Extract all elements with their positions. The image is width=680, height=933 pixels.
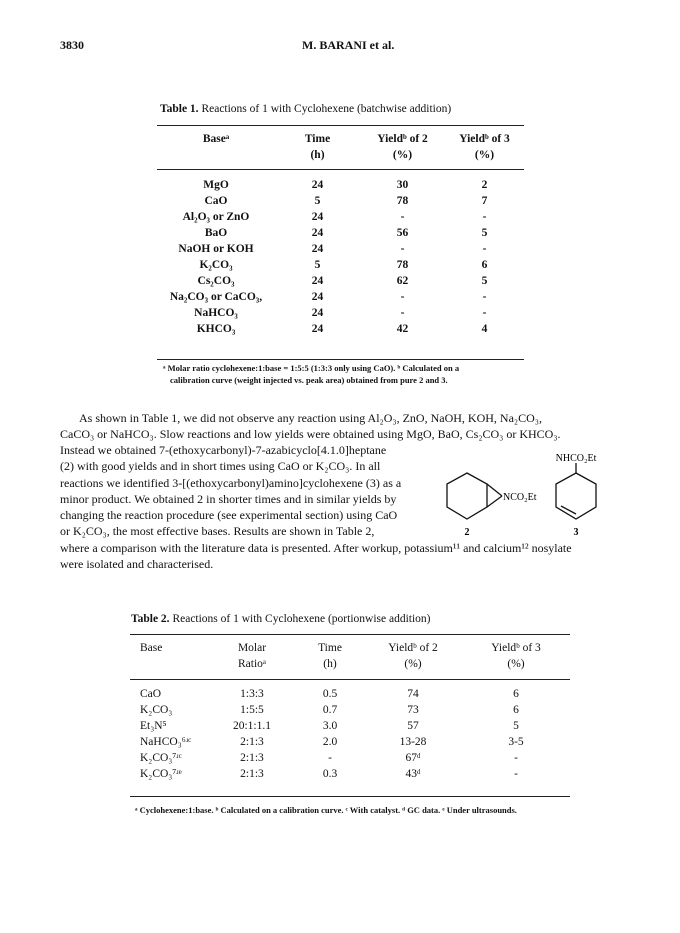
table-cell-base: NaHCO₃ xyxy=(194,307,238,319)
table-row xyxy=(157,209,524,225)
table1-bottom-rule xyxy=(157,359,524,360)
table2-unit-cell: (%) xyxy=(404,658,422,670)
paragraph-line: CaCO₃ or NaHCO₃. Slow reactions and low yields were obtained using MgO, BaO, Cs₂CO₃ or KHCO₃. xyxy=(60,427,561,441)
table1-mid-rule xyxy=(157,169,524,170)
table-cell-value: - xyxy=(514,752,518,764)
paragraph-line: where a comparison with the literature data is presented. After workup, potassium¹¹ and calcium¹² nosylate xyxy=(60,541,572,555)
table-cell-value: 0.5 xyxy=(322,688,338,700)
table2-footnote: ᵃ Cyclohexene:1:base. ᵇ Calculated on a calibration curve. ᶜ With catalyst. ᵈ GC data. ᵉ Under ultrasounds. xyxy=(135,805,517,815)
table-cell-value: 4 xyxy=(481,323,488,335)
table-cell-base: NaOH or KOH xyxy=(178,243,254,255)
table-cell-base: K₂CO₃⁷ʴᵉ xyxy=(140,768,182,780)
table-cell-value: - xyxy=(514,768,518,780)
structure-3-label: 3 xyxy=(573,527,579,538)
table2-body xyxy=(130,686,570,782)
table-cell-value: 24 xyxy=(311,323,324,335)
paragraph-line: or K₂CO₃, the most effective bases. Results are shown in Table 2, xyxy=(60,524,375,538)
table-row xyxy=(130,734,570,750)
table-cell-base: Et₃N⁵ xyxy=(140,720,167,732)
table-cell-base: CaO xyxy=(140,688,162,700)
running-head: M. BARANI et al. xyxy=(302,38,395,52)
table2-unit-cell xyxy=(130,656,208,672)
table2-header xyxy=(130,640,570,672)
table-cell-value: 7 xyxy=(481,195,488,207)
table-cell-value: 6 xyxy=(481,259,488,271)
aziridine-structure-2 xyxy=(447,473,502,519)
table1-unit-cell: (%) xyxy=(474,149,495,161)
table1-unit-cell: (h) xyxy=(310,149,325,161)
table-cell-value: 2.0 xyxy=(322,736,338,748)
table1-unit-cell: (%) xyxy=(392,149,413,161)
table-cell-value: 24 xyxy=(311,243,324,255)
table-cell-value: 74 xyxy=(407,688,419,700)
table-cell-value: 5 xyxy=(481,275,488,287)
table-cell-value: 78 xyxy=(396,259,409,271)
table-cell-value: 2:1:3 xyxy=(240,768,264,780)
table2-top-rule xyxy=(130,634,570,635)
table1-header-cell: Time xyxy=(304,133,331,145)
table1-caption: Reactions of 1 with Cyclohexene (batchwise addition) xyxy=(201,103,452,115)
page-number: 3830 xyxy=(60,38,84,52)
table-cell-value: 24 xyxy=(311,211,324,223)
table1-header xyxy=(157,131,524,163)
paragraph-line: changing the reaction procedure (see experimental section) using CaO xyxy=(60,508,398,522)
table-cell-base: BaO xyxy=(204,227,228,239)
table-cell-value: - xyxy=(482,243,487,255)
table-cell-base: K₂CO₃ xyxy=(199,259,233,271)
table-cell-value: 6 xyxy=(513,704,519,716)
table-row xyxy=(157,193,524,209)
table-cell-value: 56 xyxy=(396,227,409,239)
table-cell-value: 2:1:3 xyxy=(240,752,264,764)
table2-title xyxy=(131,613,431,625)
table-cell-value: 5 xyxy=(314,195,321,207)
table-row xyxy=(157,321,524,337)
table-cell-base: K₂CO₃ xyxy=(140,704,173,716)
table2-unit-cell: (%) xyxy=(507,658,525,670)
table-cell-value: 0.7 xyxy=(322,704,338,716)
table-cell-value: 67ᵈ xyxy=(405,752,421,764)
table2-header-cell: Base xyxy=(140,642,163,654)
table-row xyxy=(130,686,570,702)
table1-label: Table 1. xyxy=(160,103,199,115)
table-row xyxy=(157,289,524,305)
table-cell-value: 62 xyxy=(396,275,409,287)
paragraph-line: were isolated and characterised. xyxy=(60,557,214,571)
table-cell-value: 42 xyxy=(396,323,409,335)
table2-header-cell: Yieldᵇ of 2 xyxy=(388,642,438,654)
table-cell-base: MgO xyxy=(203,179,229,191)
table-cell-value: - xyxy=(400,307,405,319)
table-cell-value: 1:3:3 xyxy=(240,688,264,700)
paragraph-line: reactions we identified 3-[(ethoxycarbonyl)amino]cyclohexene (3) as a xyxy=(60,476,402,490)
table-cell-value: - xyxy=(400,243,405,255)
table-cell-base: K₂CO₃⁷ʴᶜ xyxy=(140,752,182,764)
table-row xyxy=(157,177,524,193)
table-cell-value: 5 xyxy=(314,259,321,271)
table-cell-value: 20:1:1.1 xyxy=(232,720,271,732)
table2-header-cell: Time xyxy=(318,642,342,654)
table1-top-rule xyxy=(157,125,524,126)
table1-header-cell: Yieldᵇ of 3 xyxy=(459,133,510,145)
table-cell-value: - xyxy=(400,211,405,223)
table-cell-value: 24 xyxy=(311,227,324,239)
table2-bottom-rule xyxy=(130,796,570,797)
table-cell-value: 3.0 xyxy=(322,720,338,732)
table2-header-cell: Molar xyxy=(237,642,267,654)
table-row xyxy=(130,750,570,766)
table-cell-value: 0.3 xyxy=(322,768,338,780)
structures-figure xyxy=(430,445,620,545)
table-row xyxy=(130,766,570,782)
table-cell-value: - xyxy=(328,752,332,764)
table1-unit-cell xyxy=(157,147,275,163)
table-cell-base: Cs₂CO₃ xyxy=(197,275,235,287)
table-row xyxy=(157,305,524,321)
table-row xyxy=(130,718,570,734)
table-cell-value: 30 xyxy=(396,179,409,191)
structure-2-group: NCO₂Et xyxy=(503,492,537,503)
table1-title xyxy=(160,103,451,115)
table2-unit-cell: Ratioᵃ xyxy=(237,658,267,670)
table-cell-value: 24 xyxy=(311,275,324,287)
table-cell-base: KHCO₃ xyxy=(196,323,236,335)
table-row xyxy=(157,241,524,257)
table-cell-value: 78 xyxy=(396,195,409,207)
structure-2-label: 2 xyxy=(464,527,470,538)
table-cell-value: 43ᵈ xyxy=(405,768,421,780)
table-cell-value: 2 xyxy=(481,179,488,191)
table1-header-cell: Baseᵃ xyxy=(202,133,230,145)
table-row xyxy=(157,273,524,289)
table2-mid-rule xyxy=(130,679,570,680)
paragraph-line: minor product. We obtained 2 in shorter times and in similar yields by xyxy=(60,492,397,506)
table-cell-value: - xyxy=(482,291,487,303)
table-cell-value: 24 xyxy=(311,179,324,191)
table-cell-value: 3-5 xyxy=(508,736,524,748)
table-cell-base: Na₂CO₃ or CaCO₃, xyxy=(169,291,263,303)
table-cell-value: 2:1:3 xyxy=(240,736,264,748)
table-cell-value: 5 xyxy=(513,720,519,732)
paragraph-line: (2) with good yields and in short times using CaO or K₂CO₃. In all xyxy=(60,459,381,473)
table-cell-value: 57 xyxy=(407,720,419,732)
table-cell-base: NaHCO₃⁶ʴᶜ xyxy=(140,736,192,748)
table-cell-value: - xyxy=(482,211,487,223)
table-cell-value: 1:5:5 xyxy=(240,704,264,716)
table-cell-value: 24 xyxy=(311,291,324,303)
table-cell-value: 6 xyxy=(513,688,519,700)
paragraph-line: As shown in Table 1, we did not observe any reaction using Al₂O₃, ZnO, NaOH, KOH, Na₂CO₃, xyxy=(79,411,542,425)
table-cell-value: - xyxy=(400,291,405,303)
table-row xyxy=(157,257,524,273)
table-cell-base: CaO xyxy=(204,195,228,207)
table-cell-value: 24 xyxy=(311,307,324,319)
table-cell-value: - xyxy=(482,307,487,319)
paragraph-line: Instead we obtained 7-(ethoxycarbonyl)-7-azabicyclo[4.1.0]heptane xyxy=(60,443,387,457)
table1-body xyxy=(157,177,524,337)
table2-label: Table 2. xyxy=(131,613,170,625)
table-cell-value: 73 xyxy=(407,704,419,716)
table-row xyxy=(130,702,570,718)
table-cell-base: Al₂O₃ or ZnO xyxy=(182,211,250,223)
table-cell-value: 5 xyxy=(481,227,488,239)
table2-header-cell: Yieldᵇ of 3 xyxy=(491,642,541,654)
table1-footnote-a: ᵃ Molar ratio cyclohexene:1:base = 1:5:5 (1:3:3 only using CaO). ᵇ Calculated on a xyxy=(163,363,460,373)
cyclohexene-structure-3 xyxy=(556,463,596,519)
table2-unit-cell: (h) xyxy=(323,658,337,670)
structure-3-group: NHCO₂Et xyxy=(555,453,597,464)
table1-footnote-b: calibration curve (weight injected vs. peak area) obtained from pure 2 and 3. xyxy=(170,375,448,385)
table1-header-cell: Yieldᵇ of 2 xyxy=(377,133,428,145)
table-cell-value: 13-28 xyxy=(399,736,427,748)
table2-caption: Reactions of 1 with Cyclohexene (portionwise addition) xyxy=(172,613,431,625)
table-row xyxy=(157,225,524,241)
